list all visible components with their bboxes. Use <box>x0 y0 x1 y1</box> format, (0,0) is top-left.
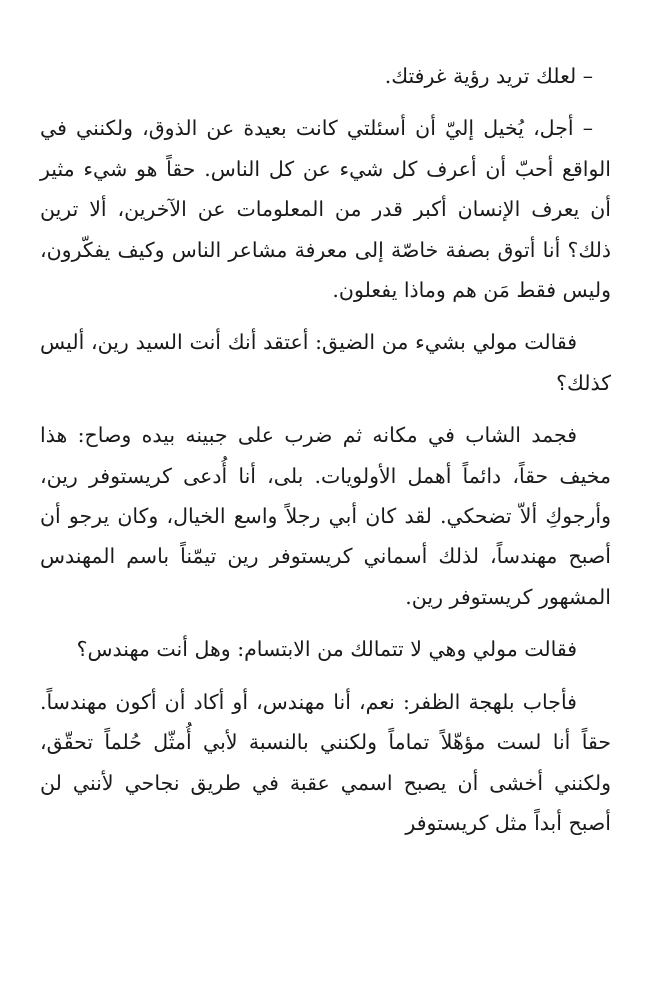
paragraph-2: – أجل، يُخيل إليّ أن أسئلتي كانت بعيدة عن الذوق، ولكنني في الواقع أحبّ أن أعرف كل شيء عن كل الناس. حقاً هو شيء مثير أن يعرف الإنسان أكبر قدر من المعلومات عن الآخرين، ألا ترين ذلك؟ أنا أتوق بصفة خاصّة إلى معرفة مشاعر الناس وكيف يفكّرون، وليس فقط مَن هم وماذا يفعلون. <box>40 116 611 303</box>
paragraph-5: فقالت مولي وهي لا تتمالك من الابتسام: وهل أنت مهندس؟ <box>76 637 577 662</box>
paragraph-6: فأجاب بلهجة الظفر: نعم، أنا مهندس، أو أكاد أن أكون مهندساً. حقاً أنا لست مؤهّلاً تماماً ولكنني بالنسبة لأبي أُمثّل حُلماً تحقّق، ولكنني أخشى أن يصبح اسمي عقبة في طريق نجاحي لأنني لن أصبح أبداً مثل كريستوفر <box>40 689 611 835</box>
paragraph-3: فقالت مولي بشيء من الضيق: أعتقد أنك أنت السيد رين، أليس كذلك؟ <box>40 330 611 395</box>
paragraph-1: – لعلك تريد رؤية غرفتك. <box>384 64 593 88</box>
book-page <box>40 56 611 855</box>
paragraph-4: فجمد الشاب في مكانه ثم ضرب على جبينه بيده وصاح: هذا مخيف حقاً، دائماً أهمل الأولويات. بلى، أنا أُدعى كريستوفر رين، وأرجوكِ ألاّ تضحكي. لقد كان أبي رجلاً واسع الخيال، وكان يرجو أن أصبح مهندساً، لذلك أسماني كريستوفر رين تيمّناً باسم المهندس المشهور كريستوفر رين. <box>40 423 611 609</box>
